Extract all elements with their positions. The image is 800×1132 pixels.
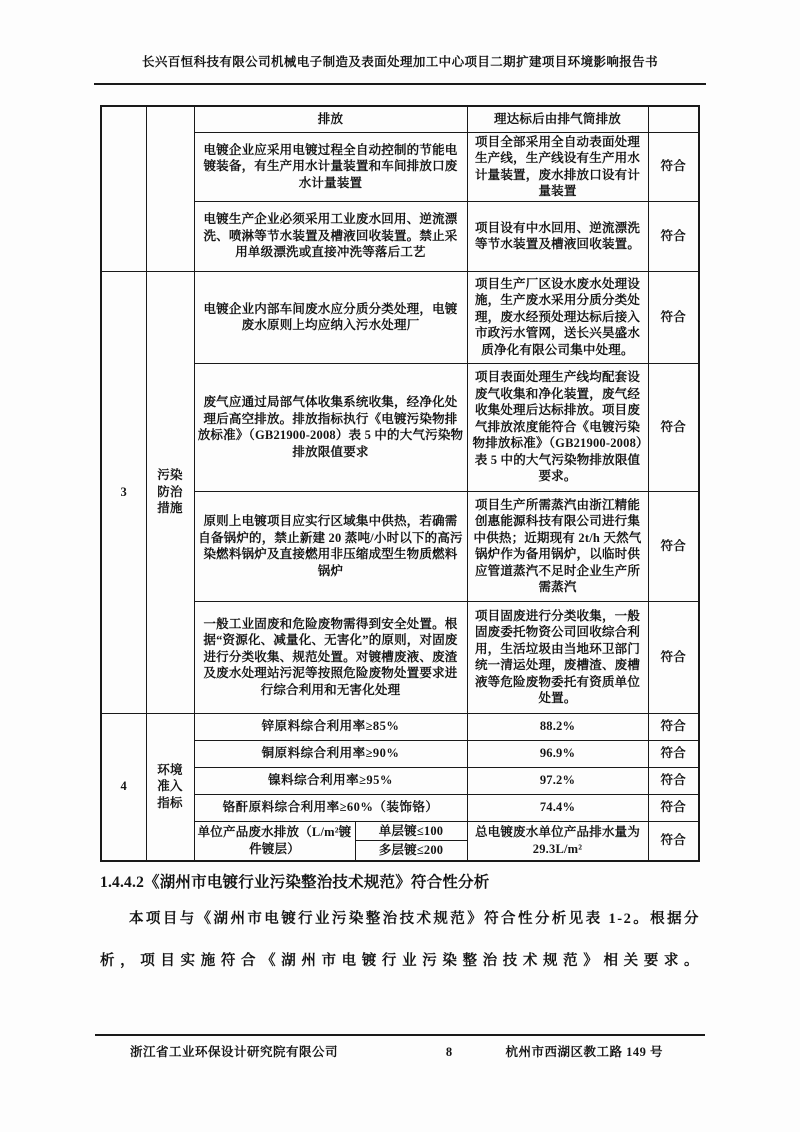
- result-cell: 符合: [648, 740, 699, 767]
- header-divider: [94, 83, 706, 85]
- actual-situation-cell: 96.9%: [467, 740, 648, 767]
- table-row: [101, 271, 699, 363]
- footer-divider: [95, 1034, 705, 1036]
- actual-situation-cell: 88.2%: [467, 713, 648, 740]
- actual-situation-cell: 项目表面处理生产线均配套设废气收集和净化装置，废气经收集处理后达标排放。项目废气排放浓度能符合《电镀污染物排放标准》（GB21900-2008）表 5 中的大气污染物排放限值要求。: [467, 363, 648, 491]
- table-row: [101, 106, 699, 132]
- result-cell: 符合: [648, 491, 699, 601]
- category-cell: [146, 106, 194, 271]
- result-cell: 符合: [648, 821, 699, 861]
- result-cell: 符合: [648, 713, 699, 740]
- actual-situation-cell: 项目设有中水回用、逆流漂洗等节水装置及槽液回收装置。: [467, 201, 648, 271]
- requirement-cell: 铬酐原料综合利用率≥60%（装饰铬）: [194, 794, 467, 821]
- body-paragraph: 本项目与《湖州市电镀行业污染整治技术规范》符合性分析见表 1-2。根据分析，项目实施符合《湖州市电镀行业污染整治技术规范》相关要求。: [100, 910, 700, 969]
- actual-situation-cell: 项目生产厂区设水废水处理设施，生产废水采用分质分类处理，废水经预处理达标后接入市政污水管网，送长兴昊盛水质净化有限公司集中处理。: [467, 271, 648, 363]
- row-number-cell: [101, 106, 146, 271]
- requirement-cell: 镍料综合利用率≥95%: [194, 767, 467, 794]
- result-cell: 符合: [648, 767, 699, 794]
- requirement-cell: 铜原料综合利用率≥90%: [194, 740, 467, 767]
- actual-situation-cell: 总电镀废水单位产品排水量为 29.3L/m²: [467, 821, 648, 861]
- compliance-analysis-table: [100, 105, 700, 862]
- actual-situation-cell: 97.2%: [467, 767, 648, 794]
- requirement-cell: 电镀企业应采用电镀过程全自动控制的节能电镀装备，有生产用水计量装置和车间排放口废水计量装置: [194, 132, 467, 201]
- result-cell: 符合: [648, 201, 699, 271]
- category-cell: 污染防治措施: [146, 271, 194, 713]
- result-cell: 符合: [648, 794, 699, 821]
- result-cell: 符合: [648, 363, 699, 491]
- result-cell: 符合: [648, 132, 699, 201]
- actual-situation-cell: 理达标后由排气筒排放: [467, 106, 648, 132]
- actual-situation-cell: 项目全部采用全自动表面处理生产线，生产线设有生产用水计量装置，废水排放口设有计量装置: [467, 132, 648, 201]
- actual-situation-cell: 项目生产所需蒸汽由浙江精能创惠能源科技有限公司进行集中供热；近期现有 2t/h 天然气锅炉作为备用锅炉，以临时供应管道蒸汽不足时企业生产所需蒸汽: [467, 491, 648, 601]
- actual-situation-cell: 项目固废进行分类收集，一般固废委托物资公司回收综合利用，生活垃圾由当地环卫部门统一清运处理，废槽渣、废槽液等危险废物委托有资质单位处置。: [467, 601, 648, 713]
- document-header-title: 长兴百恒科技有限公司机械电子制造及表面处理加工中心项目二期扩建项目环境影响报告书: [141, 55, 658, 69]
- actual-situation-cell: 74.4%: [467, 794, 648, 821]
- requirement-cell: 电镀生产企业必须采用工业废水回用、逆流漂洗、喷淋等节水装置及槽液回收装置。禁止采用单级漂洗或直接冲洗等落后工艺: [194, 201, 467, 271]
- section-heading: 1.4.4.2《湖州市电镀行业污染整治技术规范》符合性分析: [100, 873, 490, 891]
- requirement-cell: 排放: [194, 106, 467, 132]
- footer-page-number: 8: [445, 1045, 453, 1059]
- category-cell: 环境准入指标: [146, 713, 194, 861]
- requirement-cell: 一般工业固废和危险废物需得到安全处置。根据“资源化、减量化、无害化”的原则，对固废进行分类收集、规范处置。对镀槽废液、废渣及废水处理站污泥等按照危险废物处置要求进行综合利用和无害化处理: [194, 601, 467, 713]
- table-row: [101, 713, 699, 740]
- requirement-cell: 锌原料综合利用率≥85%: [194, 713, 467, 740]
- result-cell: 符合: [648, 601, 699, 713]
- single-layer-limit-cell: 单层镀≤100: [355, 821, 467, 841]
- document-footer: [95, 1034, 705, 1060]
- wastewater-per-unit-label-cell: 单位产品废水排放（L/m²镀件镀层）: [194, 821, 355, 861]
- row-number-cell: 4: [101, 713, 146, 861]
- requirement-cell: 电镀企业内部车间废水应分质分类处理，电镀废水原则上均应纳入污水处理厂: [194, 271, 467, 363]
- footer-row: [95, 1042, 705, 1060]
- footer-address: 杭州市西湖区教工路 149 号: [505, 1045, 663, 1059]
- multi-layer-limit-cell: 多层镀≤200: [355, 841, 467, 861]
- requirement-cell: 废气应通过局部气体收集系统收集，经净化处理后高空排放。排放指标执行《电镀污染物排放标准》（GB21900-2008）表 5 中的大气污染物排放限值要求: [194, 363, 467, 491]
- requirement-cell: 原则上电镀项目应实行区域集中供热，若确需自备锅炉的，禁止新建 20 蒸吨/小时以下的高污染燃料锅炉及直接燃用非压缩成型生物质燃料锅炉: [194, 491, 467, 601]
- footer-company: 浙江省工业环保设计研究院有限公司: [130, 1045, 339, 1059]
- result-cell: 符合: [648, 271, 699, 363]
- row-number-cell: 3: [101, 271, 146, 713]
- result-cell: [648, 106, 699, 132]
